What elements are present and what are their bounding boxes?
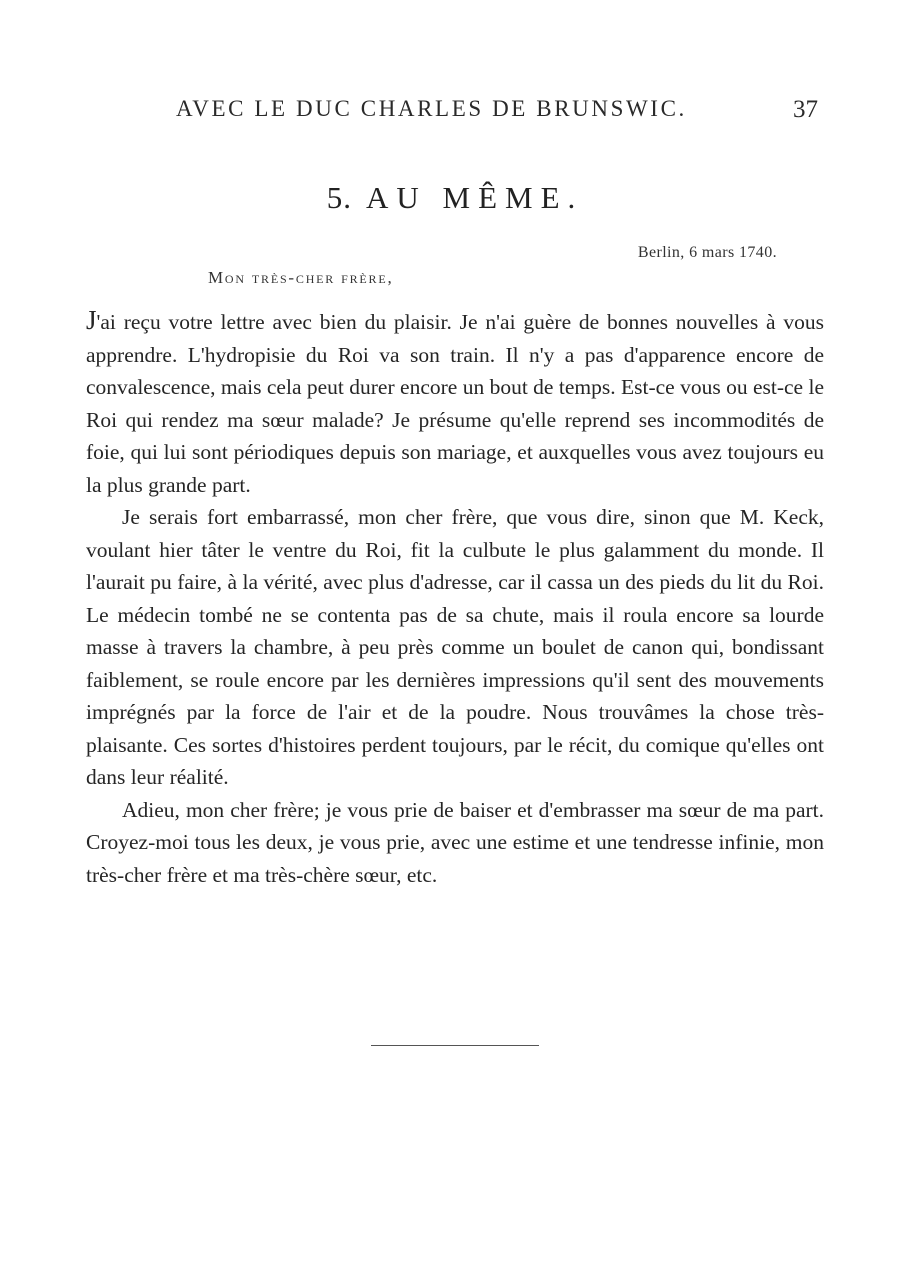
initial-letter: J [86, 305, 97, 335]
letter-body [86, 306, 824, 891]
paragraph-text: Je serais fort embarrassé, mon cher frère, que vous dire, sinon que M. Keck, voulant hier tâter le ventre du Roi, fit la culbute le plus galamment du monde. Il l'aurait pu faire, à la vérité, avec plus d'adresse, car il cassa un des pieds du lit du Roi. Le médecin tombé ne se contenta pas de sa chute, mais il roula encore sa lourde masse à travers la chambre, à peu près comme un boulet de canon qui, bondissant faiblement, se roule encore par les dernières impressions qu'il sent des mouvements imprégnés par la force de l'air et de la poudre. Nous trouvâmes la chose très-plaisante. Ces sortes d'histoires perdent toujours, par le récit, du comique qu'elles ont dans leur réalité. [86, 505, 824, 789]
paragraph [86, 306, 824, 501]
paragraph [86, 501, 824, 794]
paragraph [86, 794, 824, 892]
paragraph-text: Adieu, mon cher frère; je vous prie de baiser et d'embrasser ma sœur de ma part. Croyez-moi tous les deux, je vous prie, avec une estime et une tendresse infinie, mon très-cher frère et ma très-chère sœur, etc. [86, 797, 824, 887]
running-head: AVEC LE DUC CHARLES DE BRUNSWIC. [176, 96, 687, 121]
closing-rule [371, 1045, 539, 1046]
dateline: Berlin, 6 mars 1740. [637, 244, 777, 261]
paragraph-text: 'ai reçu votre lettre avec bien du plaisir. Je n'ai guère de bonnes nouvelles à vous apprendre. L'hydropisie du Roi va son train. Il n'y a pas d'apparence encore de convalescence, mais cela peut durer encore un bout de temps. Est-ce vous ou est-ce le Roi qui rendez ma sœur malade? Je présume qu'elle reprend ses incommodités de foie, qui lui sont périodiques depuis son mariage, et auxquelles vous avez toujours eu la plus grande part. [86, 310, 824, 497]
salutation: Mon très-cher frère, [208, 268, 394, 287]
letter-title [0, 180, 900, 216]
letter-title-text: AU MÊME. [365, 180, 584, 215]
letter-number: 5. [326, 180, 352, 215]
page-number: 37 [793, 96, 818, 123]
